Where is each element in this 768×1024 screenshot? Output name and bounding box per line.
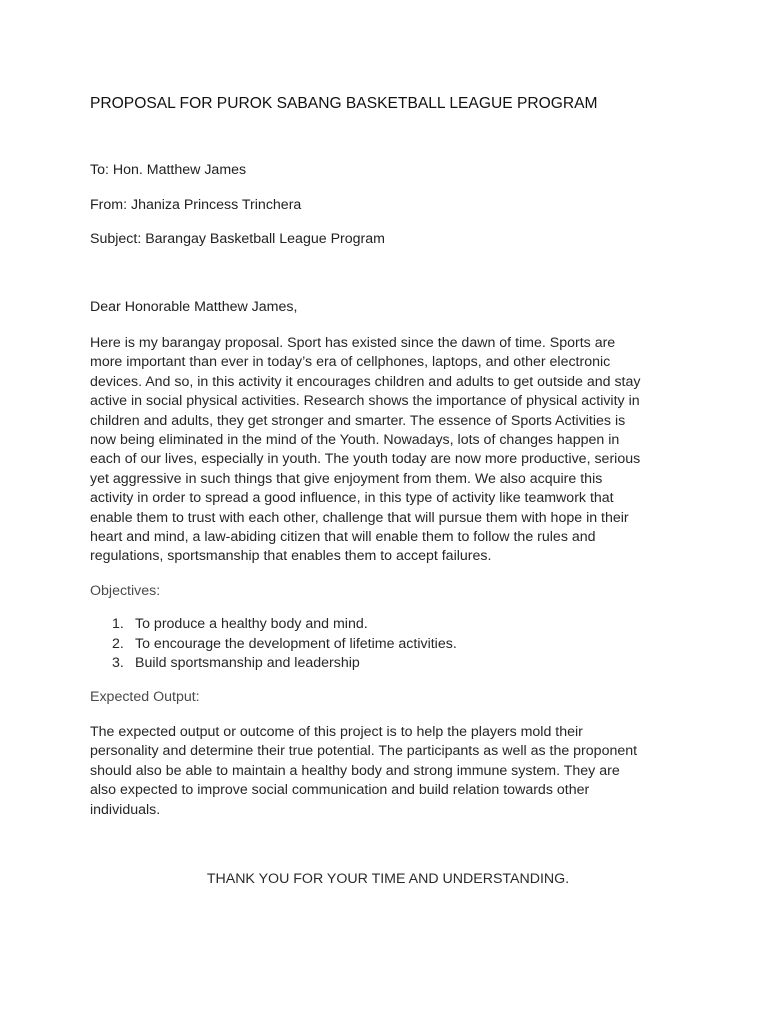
salutation: Dear Honorable Matthew James, — [90, 299, 298, 315]
objective-item — [90, 654, 650, 674]
intro-paragraph — [90, 334, 690, 567]
closing-remark: THANK YOU FOR YOUR TIME AND UNDERSTANDING. — [206, 871, 570, 887]
objective-text: To produce a healthy body and mind. — [135, 616, 368, 632]
recipient-line: To: Hon. Matthew James — [90, 162, 247, 178]
objective-item — [90, 635, 650, 655]
proposal-title: PROPOSAL FOR PUROK SABANG BASKETBALL LEAGUE PROGRAM — [90, 95, 598, 112]
objective-item — [90, 615, 650, 635]
objective-number: 2. — [112, 635, 124, 652]
objective-text: To encourage the development of lifetime activities. — [135, 635, 457, 652]
intro-line: heart and mind, a law-abiding citizen that will enable them to follow the rules and — [90, 529, 596, 546]
objective-number: 3. — [112, 655, 124, 671]
intro-line: devices. And so, in this activity it encourages children and adults to get outside and stay — [90, 373, 641, 390]
expected-output-heading: Expected Output: — [90, 689, 200, 705]
intro-line: regulations, sportsmanship that enables them to accept failures. — [90, 548, 492, 565]
output-line: should also be able to maintain a healthy body and strong immune system. They are — [90, 762, 620, 779]
output-line: also expected to improve social communication and build relation towards other — [90, 782, 590, 799]
intro-line: enable them to trust with each other, challenge that will pursue them with hope in their — [90, 509, 629, 526]
intro-line: active in social physical activities. Research shows the importance of physical activity in — [90, 393, 640, 410]
intro-line: children and adults, they get stronger and smarter. The essence of Sports Activities is — [90, 412, 626, 429]
sender-line: From: Jhaniza Princess Trinchera — [90, 197, 302, 213]
intro-line: now being eliminated in the mind of the Youth. Nowadays, lots of changes happen in — [90, 432, 620, 449]
objectives-list — [90, 615, 650, 674]
output-line: individuals. — [90, 801, 161, 818]
subject-line: Subject: Barangay Basketball League Program — [90, 231, 385, 247]
intro-line: each of our lives, especially in youth. The youth today are now more productive, serious — [90, 451, 641, 468]
intro-line: activity in order to spread a good influence, in this type of activity like teamwork that — [90, 490, 614, 507]
intro-line: Here is my barangay proposal. Sport has existed since the dawn of time. Sports are — [90, 335, 616, 351]
intro-line: more important than ever in today’s era of cellphones, laptops, and other electronic — [90, 354, 611, 371]
objectives-heading: Objectives: — [90, 583, 161, 599]
intro-line: yet aggressive in such things that give enjoyment from them. We also acquire this — [90, 470, 603, 487]
objective-number: 1. — [112, 616, 124, 632]
expected-output-paragraph — [90, 723, 690, 820]
objective-text: Build sportsmanship and leadership — [135, 655, 360, 671]
output-line: personality and determine their true potential. The participants as well as the proponent — [90, 743, 638, 760]
output-line: The expected output or outcome of this project is to help the players mold their — [90, 724, 583, 740]
